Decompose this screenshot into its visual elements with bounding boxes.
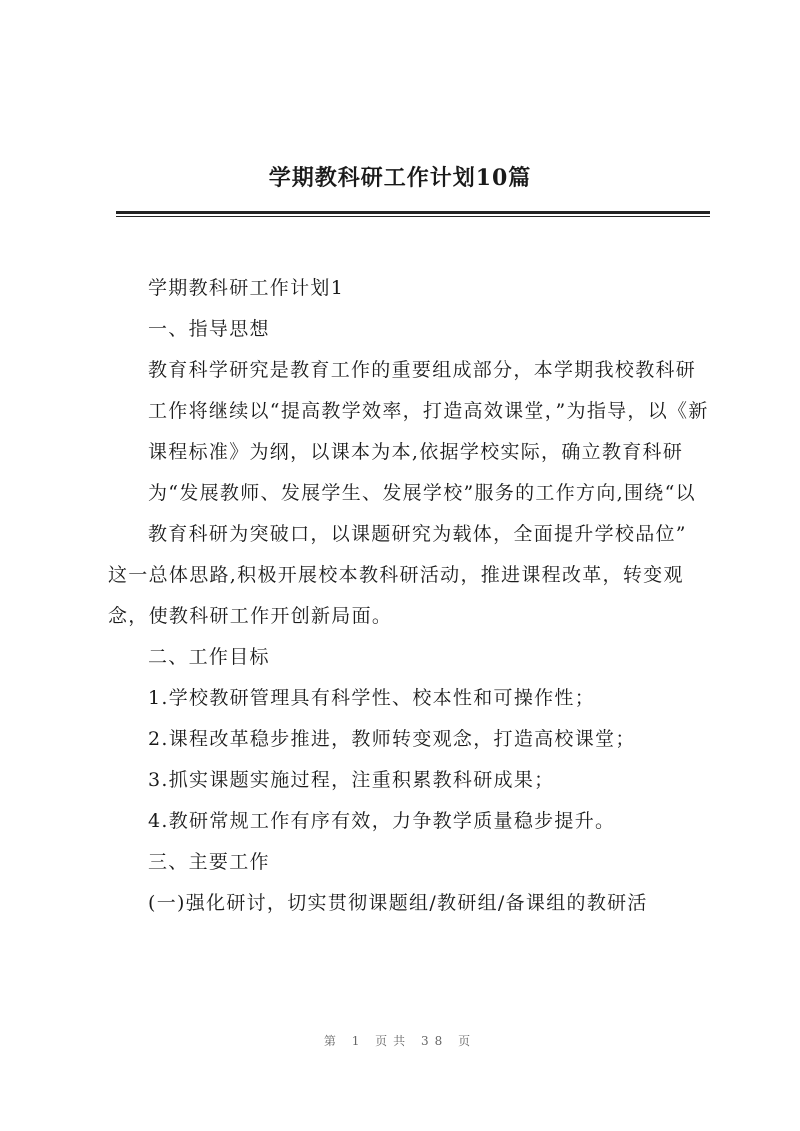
section-heading-plan: 学期教科研工作计划1 <box>148 277 345 299</box>
paragraph-guiding-thought: 教育科学研究是教育工作的重要组成部分，本学期我校教科研工作将继续以“提高教学效率，打造高效课堂，”为指导，以《新课程标准》为纲，以课本为本,依据学校实际，确立教育科研为“发展教师、发展学生、发展学校”服务的工作方向,围绕“以教育科研为突破口，以课题研究为载体，全面提升学校品位” <box>148 359 709 545</box>
page-number: 第 1 页共 38 页 <box>323 1034 477 1048</box>
title-divider-thin <box>116 216 710 217</box>
list-item-goal-1: 1.学校教研管理具有科学性、校本性和可操作性； <box>148 687 596 709</box>
section-heading-main-work: 三、主要工作 <box>148 851 270 873</box>
document-body <box>108 268 712 924</box>
section-heading-goals: 二、工作目标 <box>148 646 270 668</box>
paragraph-overall-idea: 这一总体思路,积极开展校本教科研活动，推进课程改革，转变观念，使教科研工作开创新局面。 <box>108 564 684 627</box>
page-title: 学期教科研工作计划10篇 <box>268 165 532 191</box>
paragraph-main-work-1: (一)强化研讨，切实贯彻课题组/教研组/备课组的教研活 <box>148 892 648 914</box>
list-item-goal-4: 4.教研常规工作有序有效，力争教学质量稳步提升。 <box>148 810 616 832</box>
list-item-goal-3: 3.抓实课题实施过程，注重积累教科研成果； <box>148 769 555 791</box>
section-heading-guiding: 一、指导思想 <box>148 318 270 340</box>
title-divider <box>116 211 710 214</box>
list-item-goal-2: 2.课程改革稳步推进，教师转变观念，打造高校课堂； <box>148 728 636 750</box>
